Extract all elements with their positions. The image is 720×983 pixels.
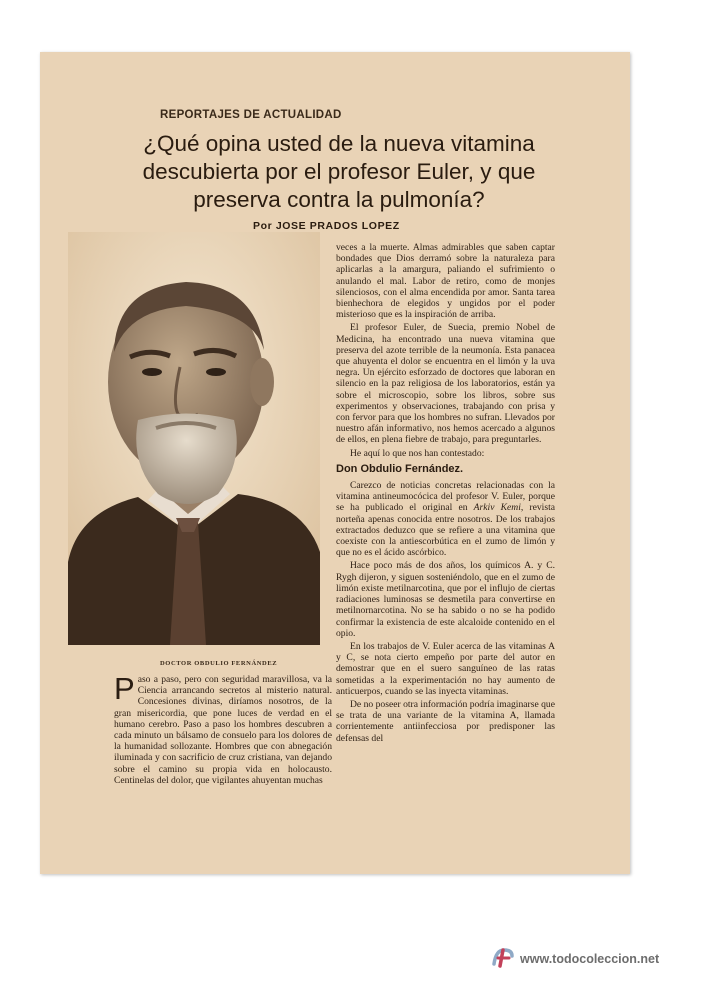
- portrait-photo: [68, 232, 320, 645]
- article-headline: ¿Qué opina usted de la nueva vitamina descubierta por el profesor Euler, y que preserva contra la pulmonía?: [142, 131, 536, 212]
- magazine-page: [40, 52, 630, 874]
- right-column-text: [336, 242, 555, 746]
- interviewee-subhead: Don Obdulio Fernández.: [336, 462, 464, 475]
- paragraph: veces a la muerte. Almas admirables que saben captar bondades que Dios derramó sobre la naturaleza para aplicarlas a la amargura, paliando el sufrimiento o anulando el mal. Labor de retiro, como de monjes silenciosos, con el alma encendida por amor. Santa tarea bienhechora de elegidos y ungidos por el poder misterioso que es la inspiración de arriba.: [336, 242, 555, 321]
- paragraph: He aquí lo que nos han contestado:: [350, 447, 485, 459]
- drop-cap: P: [114, 671, 135, 706]
- paragraph: El profesor Euler, de Suecia, premio Nobel de Medicina, ha encontrado una nueva vitamina que preserva del azote terrible de la neumonía. Esta panacea que ahuyenta el dolor se encuentra en el limón y la uva negra. Un ejército esforzado de doctores que laboran en silencio en la paz religiosa de los laboratorios, están ya sobre el microscopio, sobre los libros, sobre sus experimentos y observaciones, trabajando con prisa y con fervor para que los hombres no sufran. Llevados por nuestro afán informativo, nos hemos acercado a algunos de ellos, en plena fiebre de trabajo, para preguntarles.: [336, 322, 555, 446]
- journal-title: Arkiv Kemi: [473, 502, 521, 514]
- paragraph: [336, 480, 555, 558]
- site-watermark: [490, 944, 720, 974]
- article-byline: Por JOSE PRADOS LOPEZ: [253, 220, 400, 232]
- paragraph: De no poseer otra información podría imaginarse que se trata de una variante de la vitamina A, llamada corrientemente antiinfecciosa por predisponer las defensas del: [336, 698, 555, 744]
- left-column-body: aso a paso, pero con seguridad maravillosa, va la Ciencia arrancando secretos al misterio natural. Concesiones divinas, diríamos nosotros, de la gran misericordia, que pone luces de verdad en el humano cerebro. Paso a paso los hombres descubren a cada minuto un bálsamo de consuelo para los dolores de la humanidad sollozante. Hombres que con abnegación iluminada y con sacrificio de cruz cristiana, van dejando sobre el camino su propia vida en holocausto. Centinelas del dolor, que vigilantes ahuyentan muchas: [114, 674, 332, 786]
- paragraph: En los trabajos de V. Euler acerca de las vitaminas A y C, se nota cierto empeño por parte del autor en demostrar que en el suero sanguíneo de las ratas sometidas a la experimentación no hay aumento de anticuerpos, cuando se las inyecta vitaminas.: [336, 640, 555, 697]
- paragraph: Hace poco más de dos años, los químicos A. y C. Rygh dijeron, y siguen sosteniéndolo, que en el zumo de limón existe metilnarcotina, que por el influjo de ciertas radiaciones luminosas se desmetila para convertirse en metilnornarcotina. No se ha sabido o no se ha podido confirmar la existencia de este alcaloide contenido en el opio.: [336, 560, 555, 639]
- paragraph-text: , revista norteña apenas conocida entre nosotros. De los trabajos extractados deduzco que se refiere a una vitamina que coexiste con la antiescorbútica en el zumo de limón y que no es el ácido ascórbico.: [336, 502, 555, 559]
- paragraph-text: Carezco de noticias concretas relacionadas con la vitamina antineumocócica del profesor V. Euler, porque se ha publicado el original en: [336, 480, 555, 514]
- watermark-text: www.todocoleccion.net: [520, 952, 660, 966]
- left-column-text: [114, 671, 332, 786]
- todocoleccion-logo-icon: [490, 944, 516, 975]
- photo-caption: DOCTOR OBDULIO FERNÁNDEZ: [160, 660, 278, 667]
- section-kicker: REPORTAJES DE ACTUALIDAD: [160, 109, 342, 121]
